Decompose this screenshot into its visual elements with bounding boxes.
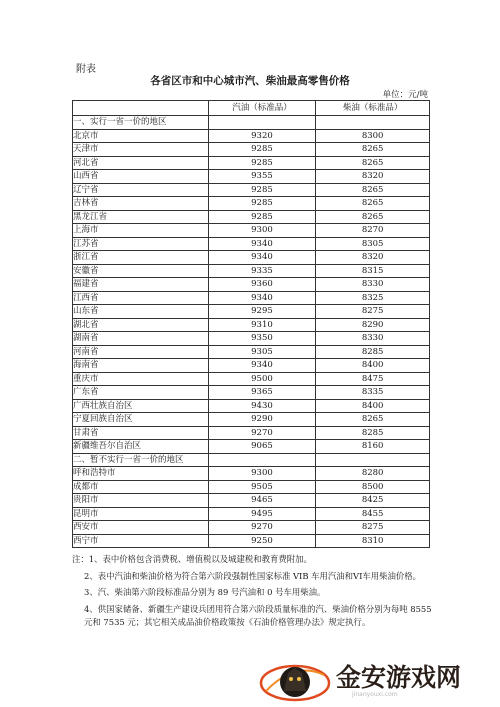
table-row [73, 372, 430, 386]
gasoline-price: 9350 [208, 332, 316, 346]
table-row [73, 224, 430, 238]
diesel-price: 8160 [316, 440, 430, 454]
region-name: 呼和浩特市 [73, 467, 209, 481]
column-header-region [73, 101, 209, 116]
table-row [73, 399, 430, 413]
region-name: 宁夏回族自治区 [73, 413, 209, 427]
diesel-price: 8500 [316, 480, 430, 494]
table-row [73, 318, 430, 332]
gasoline-price: 9305 [208, 345, 316, 359]
region-name: 重庆市 [73, 372, 209, 386]
diesel-price: 8400 [316, 399, 430, 413]
gasoline-price: 9340 [208, 291, 316, 305]
gasoline-price: 9310 [208, 318, 316, 332]
region-name: 天津市 [73, 143, 209, 157]
region-name: 山西省 [73, 170, 209, 184]
table-row [73, 129, 430, 143]
table-row [73, 305, 430, 319]
gasoline-price: 9065 [208, 440, 316, 454]
region-name: 安徽省 [73, 264, 209, 278]
diesel-price: 8265 [316, 413, 430, 427]
gasoline-price: 9360 [208, 278, 316, 292]
table-row [73, 507, 430, 521]
region-name: 广东省 [73, 386, 209, 400]
diesel-price: 8265 [316, 210, 430, 224]
watermark-text: 金安游戏网 [336, 663, 462, 692]
gasoline-price: 9465 [208, 494, 316, 508]
diesel-price: 8305 [316, 237, 430, 251]
page-title: 各省区市和中心城市汽、柴油最高零售价格 [150, 75, 350, 87]
gasoline-price: 9285 [208, 143, 316, 157]
column-header-gasoline: 汽油（标准品） [208, 101, 316, 116]
section-row [73, 453, 430, 467]
gasoline-price: 9340 [208, 251, 316, 265]
region-name: 山东省 [73, 305, 209, 319]
diesel-price: 8310 [316, 534, 430, 548]
diesel-price: 8275 [316, 521, 430, 535]
table-row [73, 251, 430, 265]
diesel-price: 8265 [316, 183, 430, 197]
unit-label: 单位：元/吨 [382, 90, 428, 100]
table-row [73, 467, 430, 481]
region-name: 昆明市 [73, 507, 209, 521]
diesel-price: 8300 [316, 129, 430, 143]
watermark-url: jinanyouxi.com [352, 691, 398, 698]
gasoline-price: 9285 [208, 156, 316, 170]
gasoline-price: 9285 [208, 183, 316, 197]
diesel-price: 8320 [316, 170, 430, 184]
region-name: 西宁市 [73, 534, 209, 548]
diesel-price: 8330 [316, 332, 430, 346]
region-name: 湖南省 [73, 332, 209, 346]
table-row [73, 170, 430, 184]
diesel-price: 8285 [316, 426, 430, 440]
table-header-row [73, 101, 430, 116]
diesel-price: 8320 [316, 251, 430, 265]
table-row [73, 264, 430, 278]
region-name: 福建省 [73, 278, 209, 292]
table-row [73, 521, 430, 535]
gasoline-price: 9335 [208, 264, 316, 278]
note-1: 注：1、表中价格包含消费税、增值税以及城建税和教育费附加。 [72, 554, 312, 564]
gasoline-price: 9300 [208, 467, 316, 481]
diesel-price: 8265 [316, 197, 430, 211]
region-name: 湖北省 [73, 318, 209, 332]
diesel-price: 8400 [316, 359, 430, 373]
region-name: 吉林省 [73, 197, 209, 211]
gasoline-price: 9495 [208, 507, 316, 521]
diesel-price: 8270 [316, 224, 430, 238]
section-label: 一、实行一省一价的地区 [73, 116, 209, 130]
gasoline-price: 9285 [208, 210, 316, 224]
section-label: 二、暂不实行一省一价的地区 [73, 453, 209, 467]
gasoline-price: 9295 [208, 305, 316, 319]
table-row [73, 413, 430, 427]
diesel-price: 8290 [316, 318, 430, 332]
empty-cell [316, 453, 430, 467]
table-row [73, 494, 430, 508]
section-row [73, 116, 430, 130]
gasoline-price: 9500 [208, 372, 316, 386]
gasoline-price: 9320 [208, 129, 316, 143]
gasoline-price: 9285 [208, 197, 316, 211]
diesel-price: 8285 [316, 345, 430, 359]
note-4: 4、供国家储备、新疆生产建设兵团用符合第六阶段质量标准的汽、柴油价格分别为每吨 8555 元和 7535 元；其它相关成品油价格政策按《石油价格管理办法》规定执行。 [84, 603, 432, 627]
empty-cell [316, 116, 430, 130]
region-name: 北京市 [73, 129, 209, 143]
gasoline-price: 9340 [208, 237, 316, 251]
gasoline-price: 9270 [208, 426, 316, 440]
diesel-price: 8325 [316, 291, 430, 305]
gasoline-price: 9290 [208, 413, 316, 427]
diesel-price: 8335 [316, 386, 430, 400]
table-row [73, 345, 430, 359]
gasoline-price: 9300 [208, 224, 316, 238]
region-name: 江苏省 [73, 237, 209, 251]
diesel-price: 8425 [316, 494, 430, 508]
region-name: 浙江省 [73, 251, 209, 265]
gasoline-price: 9355 [208, 170, 316, 184]
region-name: 海南省 [73, 359, 209, 373]
table-row [73, 197, 430, 211]
region-name: 贵阳市 [73, 494, 209, 508]
diesel-price: 8265 [316, 156, 430, 170]
table-row [73, 534, 430, 548]
diesel-price: 8265 [316, 143, 430, 157]
gasoline-price: 9270 [208, 521, 316, 535]
table-row [73, 183, 430, 197]
table-row [73, 237, 430, 251]
gasoline-price: 9340 [208, 359, 316, 373]
region-name: 辽宁省 [73, 183, 209, 197]
table-row [73, 332, 430, 346]
diesel-price: 8330 [316, 278, 430, 292]
region-name: 甘肃省 [73, 426, 209, 440]
diesel-price: 8455 [316, 507, 430, 521]
price-table [72, 100, 430, 548]
table-row [73, 278, 430, 292]
region-name: 上海市 [73, 224, 209, 238]
table-row [73, 426, 430, 440]
table-row [73, 156, 430, 170]
diesel-price: 8280 [316, 467, 430, 481]
region-name: 广西壮族自治区 [73, 399, 209, 413]
table-row [73, 480, 430, 494]
notes-section [72, 553, 434, 633]
table-row [73, 143, 430, 157]
gasoline-price: 9430 [208, 399, 316, 413]
table-row [73, 359, 430, 373]
empty-cell [208, 453, 316, 467]
table-row [73, 440, 430, 454]
gasoline-price: 9250 [208, 534, 316, 548]
diesel-price: 8275 [316, 305, 430, 319]
gasoline-price: 9365 [208, 386, 316, 400]
region-name: 江西省 [73, 291, 209, 305]
diesel-price: 8475 [316, 372, 430, 386]
gasoline-price: 9505 [208, 480, 316, 494]
region-name: 河南省 [73, 345, 209, 359]
region-name: 河北省 [73, 156, 209, 170]
attachment-label: 附表 [76, 64, 96, 75]
region-name: 成都市 [73, 480, 209, 494]
table-row [73, 210, 430, 224]
note-3: 3、汽、柴油第六阶段标准品分别为 89 号汽油和 0 号车用柴油。 [84, 587, 326, 597]
region-name: 黑龙江省 [73, 210, 209, 224]
table-row [73, 291, 430, 305]
empty-cell [208, 116, 316, 130]
region-name: 新疆维吾尔自治区 [73, 440, 209, 454]
table-row [73, 386, 430, 400]
column-header-diesel: 柴油（标准品） [316, 101, 430, 116]
region-name: 西安市 [73, 521, 209, 535]
diesel-price: 8315 [316, 264, 430, 278]
watermark-emblem-icon [258, 657, 332, 707]
note-2: 2、表中汽油和柴油价格为符合第六阶段强制性国家标准 VIB 车用汽油和VI车用柴油价格。 [84, 570, 422, 581]
